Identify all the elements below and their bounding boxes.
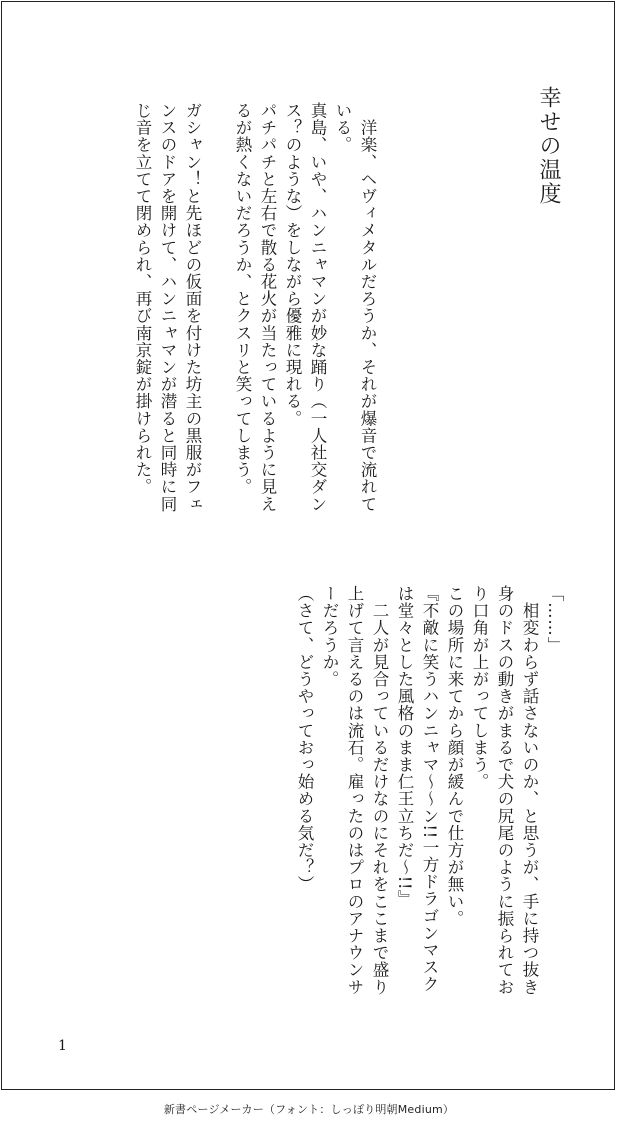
- paragraph: 相変わらず話さないのか、と思うが、手に持つ抜き身のドスの動きがまるで犬の尻尾のように振られており口角が上がってしまう。: [470, 585, 539, 996]
- page-number: 1: [58, 1038, 67, 1054]
- paragraph: 洋楽、ヘヴィメタルだろうか、それが爆音で流れている。: [333, 102, 377, 513]
- footer-credit: 新書ページメーカー（フォント：しっぽり明朝Medium）: [163, 1103, 455, 1116]
- story-title: 幸せの温度: [536, 86, 561, 206]
- blank-line: [205, 102, 230, 522]
- paragraph: パチパチと左右で散る花火が当たっているように見えるが熱くないだろうか、とクスリと笑ってしまう。: [233, 102, 277, 513]
- lower-text-block: [82, 585, 567, 1005]
- paragraph: 二人が見合っているだけなのにそれをここまで盛り上げて言えるのは流石。雇ったのはプロのアナウンサーだろうか。: [320, 585, 389, 996]
- paragraph: （さて、どうやっておっ始める気だ？）: [295, 585, 314, 893]
- paragraph: この場所に来てから顔が緩んで仕方が無い。: [445, 585, 464, 927]
- paragraph: 真島、いや、ハンニャマンが妙な踊り（一人社交ダンス？のような）をしながら優雅に現れる。: [283, 102, 327, 513]
- upper-text-block: [50, 102, 380, 522]
- manuscript-page: [1, 1, 615, 1090]
- paragraph: 『不敵に笑うハンニャマ〜〜ン!!一方ドラゴンマスクは堂々とした風格のまま仁王立ちだ〜!!』: [395, 585, 439, 993]
- paragraph: 「……」: [545, 585, 564, 654]
- paragraph: ガシャン！と先ほどの仮面を付けた坊主の黒服がフェンスのドアを開けて、ハンニャマンが潜ると同時に同じ音を立てて閉められ、再び南京錠が掛けられた。: [133, 102, 202, 513]
